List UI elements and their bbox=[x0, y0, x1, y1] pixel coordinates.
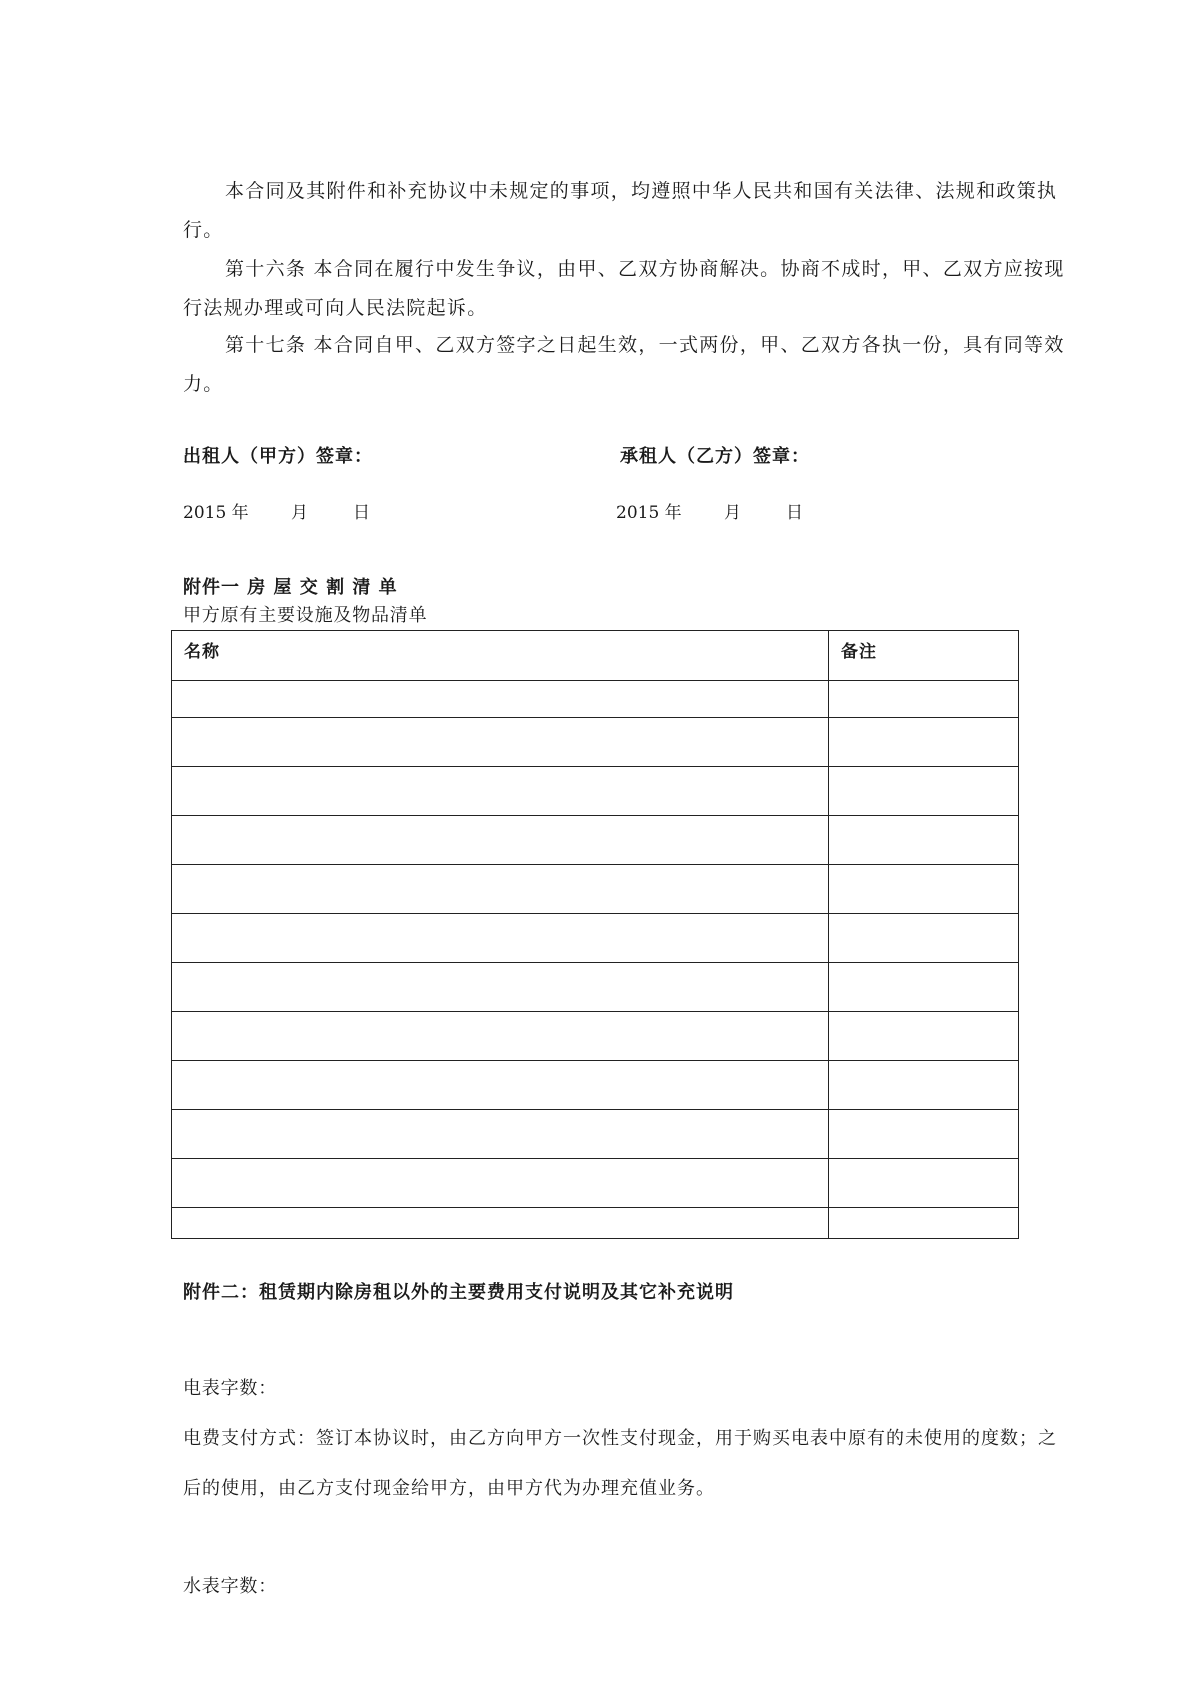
cell-remarks[interactable] bbox=[829, 1012, 1019, 1061]
table-row bbox=[172, 865, 1019, 914]
date-month: 月 bbox=[291, 503, 308, 523]
table-row bbox=[172, 914, 1019, 963]
table-row bbox=[172, 1159, 1019, 1208]
date-day: 日 bbox=[353, 503, 370, 523]
table-row bbox=[172, 718, 1019, 767]
annex1-subtitle: 甲方原有主要设施及物品清单 bbox=[183, 605, 428, 626]
table-row bbox=[172, 816, 1019, 865]
table-row bbox=[172, 963, 1019, 1012]
cell-name[interactable] bbox=[172, 681, 829, 718]
cell-remarks[interactable] bbox=[829, 1208, 1019, 1239]
cell-remarks[interactable] bbox=[829, 1159, 1019, 1208]
cell-remarks[interactable] bbox=[829, 1110, 1019, 1159]
table-header-row bbox=[172, 631, 1019, 681]
cell-name[interactable] bbox=[172, 1012, 829, 1061]
annex1-title: 附件一 房 屋 交 割 清 单 bbox=[183, 577, 398, 598]
lessee-date bbox=[616, 498, 803, 523]
electric-meter-label: 电表字数： bbox=[183, 1378, 277, 1399]
lessee-signature-label: 承租人（乙方）签章： bbox=[620, 446, 810, 467]
cell-name[interactable] bbox=[172, 767, 829, 816]
cell-name[interactable] bbox=[172, 914, 829, 963]
cell-remarks[interactable] bbox=[829, 963, 1019, 1012]
table-row bbox=[172, 1110, 1019, 1159]
cell-name[interactable] bbox=[172, 718, 829, 767]
table-row bbox=[172, 767, 1019, 816]
column-header-remarks: 备注 bbox=[829, 631, 1019, 681]
clause-16: 第十六条 本合同在履行中发生争议，由甲、乙双方协商解决。协商不成时，甲、乙双方应按现行法规办理或可向人民法院起诉。 bbox=[183, 258, 1065, 319]
table-row bbox=[172, 1208, 1019, 1239]
electric-payment-text: 电费支付方式：签订本协议时，由乙方向甲方一次性支付现金，用于购买电表中原有的未使用的度数；之后的使用，由乙方支付现金给甲方，由甲方代为办理充值业务。 bbox=[183, 1428, 1057, 1499]
cell-name[interactable] bbox=[172, 1110, 829, 1159]
cell-name[interactable] bbox=[172, 1208, 829, 1239]
cell-remarks[interactable] bbox=[829, 767, 1019, 816]
table-row bbox=[172, 1012, 1019, 1061]
column-header-name: 名称 bbox=[172, 631, 829, 681]
table-row bbox=[172, 681, 1019, 718]
cell-name[interactable] bbox=[172, 963, 829, 1012]
clause-17: 第十七条 本合同自甲、乙双方签字之日起生效，一式两份，甲、乙双方各执一份，具有同等效力。 bbox=[183, 334, 1065, 395]
table-row bbox=[172, 1061, 1019, 1110]
cell-name[interactable] bbox=[172, 1159, 829, 1208]
date-year: 2015 年 bbox=[616, 503, 682, 523]
cell-name[interactable] bbox=[172, 816, 829, 865]
cell-remarks[interactable] bbox=[829, 816, 1019, 865]
date-month: 月 bbox=[724, 503, 741, 523]
cell-remarks[interactable] bbox=[829, 681, 1019, 718]
cell-name[interactable] bbox=[172, 865, 829, 914]
cell-name[interactable] bbox=[172, 1061, 829, 1110]
handover-table bbox=[171, 630, 1019, 1239]
lessor-date bbox=[183, 498, 370, 523]
cell-remarks[interactable] bbox=[829, 914, 1019, 963]
water-meter-label: 水表字数： bbox=[183, 1576, 277, 1597]
clause-general: 本合同及其附件和补充协议中未规定的事项，均遵照中华人民共和国有关法律、法规和政策执行。 bbox=[183, 180, 1058, 241]
date-day: 日 bbox=[786, 503, 803, 523]
cell-remarks[interactable] bbox=[829, 718, 1019, 767]
lessor-signature-label: 出租人（甲方）签章： bbox=[183, 446, 373, 467]
date-year: 2015 年 bbox=[183, 503, 249, 523]
annex2-title: 附件二：租赁期内除房租以外的主要费用支付说明及其它补充说明 bbox=[183, 1282, 734, 1303]
cell-remarks[interactable] bbox=[829, 865, 1019, 914]
cell-remarks[interactable] bbox=[829, 1061, 1019, 1110]
